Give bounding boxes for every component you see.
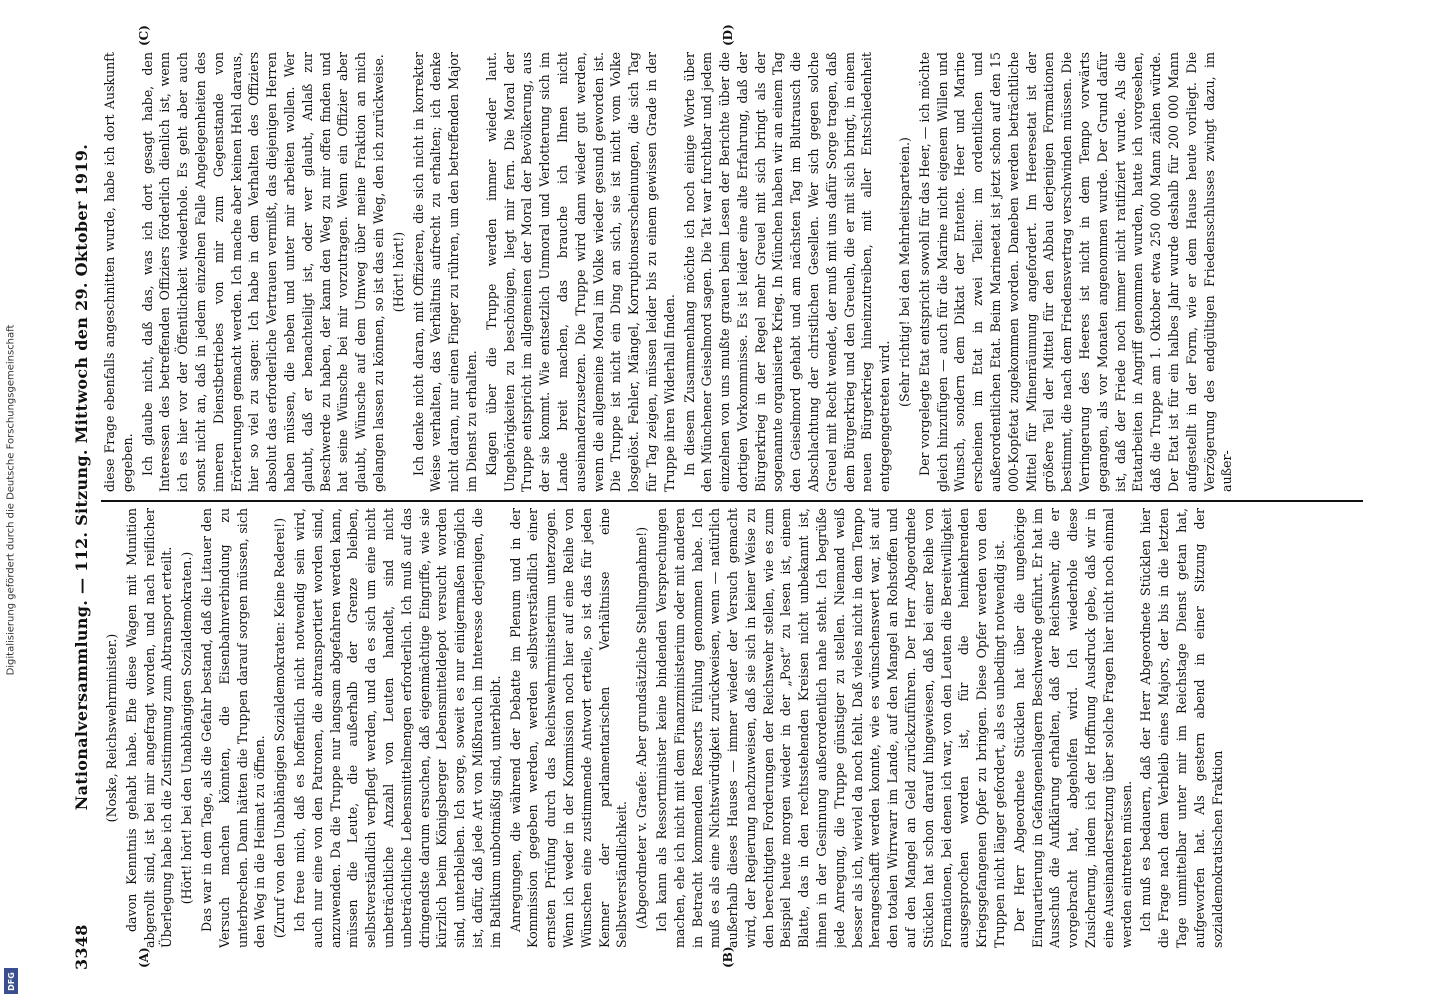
paragraph: (Sehr richtig! bei den Mehrheitsparteien.) bbox=[897, 137, 913, 407]
paragraph: Ich denke nicht daran, mit Offizieren, die sich nicht in korrekter Weise verhalten, das Verhältnis aufrecht zu erhalten; ich denke nicht daran, nur einen Finger zu rühren, um den betreffenden Major im Dienst zu erhalten. bbox=[410, 52, 479, 492]
paragraph: Klagen über die Truppe werden immer wieder laut. Ungehörigkeiten zu beschönigen, liegt mir fern. Die Moral der Truppe entspricht im allgemeinen der Moral der Bevölkerung, aus der sie kommt. Wie entsetzlich Unmoral und Verlotterung sich im Lande breit machen, das brauche ich Ihnen nicht auseinanderzusetzen. Die Truppe wird dann wieder gut werden, wenn die allgemeine Moral im Volke wieder gesund geworden ist. Die Truppe ist nicht ein Ding an sich, sie ist nicht vom Volke losgelöst. Fehler, Mängel, Korruptionserscheinungen, die sich Tag für Tag zeigen, müssen leider bis zu einem gewissen Grade in der Truppe ihren Widerhall finden. bbox=[483, 52, 677, 492]
paragraph: Ich glaube nicht, daß das, was ich dort gesagt habe, den Interessen des betreffenden Offiziers förderlich dienlich ist, wenn ich es hier vor der Öffentlichkeit wiederhole. Es geht aber auch sonst nicht an, daß in jedem einzelnen Falle Angelegenheiten des inneren Dienstbetriebes von mir zum Gegenstande von Erörterungen gemacht werden. Ich mache aber keinen Hehl daraus, hier so viel zu sagen: Ich habe in dem Verhalten des Offiziers absolut das erforderliche Vertrauen vermißt, das diejenigen Herren haben müssen, die neben und unter mir arbeiten wollen. Wer glaubt, daß er benachteiligt ist, oder wer glaubt, Anlaß zur Beschwerde zu haben, der kann den Weg zu mir offen finden und hat seine Wünsche bei mir vorzutragen. Wenn ein Offizier aber glaubt, Wünsche auf dem Umweg über meine Fraktion an mich gelangen lassen zu können, so ist das ein Weg, den ich zurückweise. bbox=[139, 52, 386, 492]
page-header bbox=[67, 30, 95, 970]
paragraph: Das war in dem Tage, als die Gefahr bestand, daß die Litauer den Versuch machen könnten, die Eisenbahnverbindung zu unterbrechen. Dann hätten die Truppen darauf sorgen müssen, sich den Weg in die Heimat zu öffnen. bbox=[198, 508, 268, 948]
paragraph: Anregungen, die während der Debatte im Plenum und in der Kommission gegeben werden, werden selbstverständlich einer ernsten Prüfung durch das Reichswehrministerium unterzogen. Wenn ich weder in der Kommission noch hier auf eine Reihe von Wünschen eine zustimmende Antwort erteile, so ist das für jeden Kenner der parlamentarischen Verhältnisse eine Selbstverständlichkeit. bbox=[507, 508, 630, 948]
margin-marker-b: (B) bbox=[721, 946, 735, 968]
paragraph: (Noske, Reichswehrminister.) bbox=[104, 633, 119, 823]
dfg-logo: DFG bbox=[4, 968, 18, 994]
attribution-text: Digitalisierung gefördert durch die Deutsche Forschungsgemeinschaft bbox=[5, 324, 17, 676]
paragraph: Ich freue mich, daß es hoffentlich nicht notwendig sein wird, auch nur eine von den Patronen, die abtransportiert worden sind, anzuwenden. Da die Truppe nur langsam abgefahren werden kann, müssen die Leute, die außerhalb der Grenze bleiben, selbstverständlich verpflegt werden, und da es sich um eine nicht unbeträchtliche Anzahl von Leuten handelt, sind nicht unbeträchtliche Lebensmittelmengen erforderlich. Ich muß auf das dringendste darum ersuchen, daß eigenmächtige Eingriffe, wie sie kürzlich beim Königsberger Lebensmitteldepot versucht worden sind, unterbleiben. Ich sorge, soweit es nur einigermaßen möglich ist, dafür, daß jede Art von Mißbrauch im Interesse derjenigen, die im Baltikum unbotmäßig sind, unterbleibt. bbox=[291, 508, 503, 948]
margin-marker-a: (A) bbox=[137, 947, 151, 968]
right-column bbox=[101, 52, 1361, 492]
paragraph: (Hört! hört!) bbox=[390, 231, 406, 313]
column-divider bbox=[101, 500, 1363, 502]
paragraph: Ich kann als Ressortminister keine bindenden Versprechungen machen, ehe ich nicht mit dem Finanzministerium oder mit anderen in Betracht kommenden Ressorts Fühlung genommen habe. Ich muß es als eine Nichtswürdigkeit zurückweisen, wenn — natürlich außerhalb dieses Hauses — immer wieder der Versuch gemacht wird, der Regierung nachzuweisen, daß sie sich in keiner Weise zu den berechtigten Forderungen der Reichswehr stellen, wie es zum Beispiel heute morgen wieder in der „Post“ zu lesen ist, einem Blatte, das in den rechtsstehenden Kreisen nicht unbekannt ist, ihnen in der Gesinnung außerordentlich nahe steht. Ich begrüße jede Anregung, die Truppe günstiger zu stellen. Niemand weiß besser als ich, wieviel da noch fehlt. Daß vieles nicht in dem Tempo herangeschafft werden konnte, wie es wünschenswert war, ist auf den totalen Wirrwarr im Lande, auf den Mangel an Rohstoffen und auf den Mangel an Geld zurückzuführen. Der Herr Abgeordnete Stücklen hat schon darauf hingewiesen, daß bei einer Reihe von Formationen, bei denen ich war, von den Leuten die Bereitwilligkeit ausgesprochen worden ist, für die heimkehrenden Kriegsgefangenen Opfer zu bringen. Diese Opfer werden von den Truppen nicht länger gefordert, als es unbedingt notwendig ist. bbox=[653, 508, 1008, 948]
page-title: Nationalversammlung. — 112. Sitzung. Mittwoch den 29. Oktober 1919. bbox=[71, 143, 91, 811]
paragraph: (Hört! hört! bei den Unabhängigen Sozialdemokraten.) bbox=[179, 551, 195, 905]
digitization-attribution bbox=[0, 0, 22, 1000]
paragraph: Ich muß es bedauern, daß der Herr Abgeordnete Stücklen hier die Frage nach dem Verbleib eines Majors, der bis in die letzten Tage unmittelbar unter mir im Reichstage Dienst getan hat, aufgeworfen hat. Als gestern abend in einer Sitzung der sozialdemokratischen Fraktion bbox=[1138, 508, 1225, 948]
paragraph: Der vorgelegte Etat entspricht sowohl für das Heer, — ich möchte gleich hinzufügen — auch für die Marine nicht eigenem Willen und Wunsch, sondern dem Diktat der Entente. Heer und Marine erscheinen im Etat in zwei Teilen: im ordentlichen und außerordentlichen Etat. Beim Marineetat ist jetzt schon auf den 15 000-Kopfetat zugekommen worden. Daneben werden beträchtliche Mittel für Minenräumung angefordert. Im Heeresetat ist der größere Teil der Mittel für den Abbau derjenigen Formationen bestimmt, die nach dem Friedensvertrag verschwinden müssen. Die Verringerung des Heeres ist nicht in dem Tempo vorwärts gegangen, als vor Monaten angenommen wurde. Der Grund dafür ist, daß der Friede noch immer nicht ratifiziert wurde. Als die Etatarbeiten in Angriff genommen wurden, hatte ich vorgesehen, daß die Truppe am 1. Oktober etwa 250 000 Mann zählen würde. Der Etat ist für ein halbes Jahr wurde deshalb für 200 000 Mann aufgestellt in der Form, wie er dem Hause heute vorliegt. Die Verzögerung des endgültigen Friedensschlusses zwingt dazu, im außer- bbox=[916, 52, 1235, 492]
rotated-scan-sheet bbox=[67, 24, 1367, 970]
paragraph: In diesem Zusammenhang möchte ich noch einige Worte über den Münchener Geiselmord sagen. Die Tat war furchtbar und jedem einzelnen von uns mußte grauen beim Lesen der Berichte über die dortigen Vorkommnisse. Es ist leider eine alte Erfahrung, daß der Bürgerkrieg in der Regel mehr Greuel mit sich bringt als der sogenannte organisierte Krieg. In München haben wir an einem Tag den Geiselmord gehabt und am nächsten Tag im Blutrausch die Abschlachtung der christlichen Gesellen. Wer sich gegen solche Greuel mit Recht wendet, der muß mit uns dafür Sorge tragen, daß dem Bürgerkrieg und den Greueln, die er mit sich bringt, in einem neuen Bürgerkrieg hineinzutreiben, mit aller Entschiedenheit entgegengetreten wird. bbox=[681, 52, 893, 492]
left-column bbox=[101, 508, 1361, 948]
paragraph: diese Frage ebenfalls angeschnitten wurde, habe ich dort Auskunft gegeben. bbox=[102, 52, 135, 492]
paragraph: davon Kenntnis gehabt habe. Ehe diese Wagen mit Munition abgerollt sind, ist bei mir angefragt worden, und nach reiflicher Überlegung habe ich die Zustimmung zum Abtransport erteilt. bbox=[123, 508, 175, 948]
margin-marker-c: (C) bbox=[137, 25, 151, 46]
text-columns bbox=[101, 24, 1367, 970]
paragraph: Der Herr Abgeordnete Stücklen hat über die ungehörige Einquartierung in Gefangenenlagern Beschwerde geführt. Er hat im Ausschuß die Aufklärung erhalten, daß der Reichswehr, die er vorgebracht hat, abgeholfen wird. Ich wiederhole diese Zusicherung, indem ich der Hoffnung Ausdruck gebe, daß wir in eine Auseinandersetzung über solche Fragen hier nicht noch einmal werden eintreten müssen. bbox=[1011, 508, 1134, 948]
paragraph: (Zuruf von den Unabhängigen Sozialdemokraten: Keine Rederei!) bbox=[272, 517, 288, 939]
margin-marker-d: (D) bbox=[721, 24, 735, 46]
page-number: 3348 bbox=[71, 924, 91, 970]
paragraph: (Abgeordneter v. Graefe: Aber grundsätzliche Stellungnahme!) bbox=[634, 526, 650, 930]
